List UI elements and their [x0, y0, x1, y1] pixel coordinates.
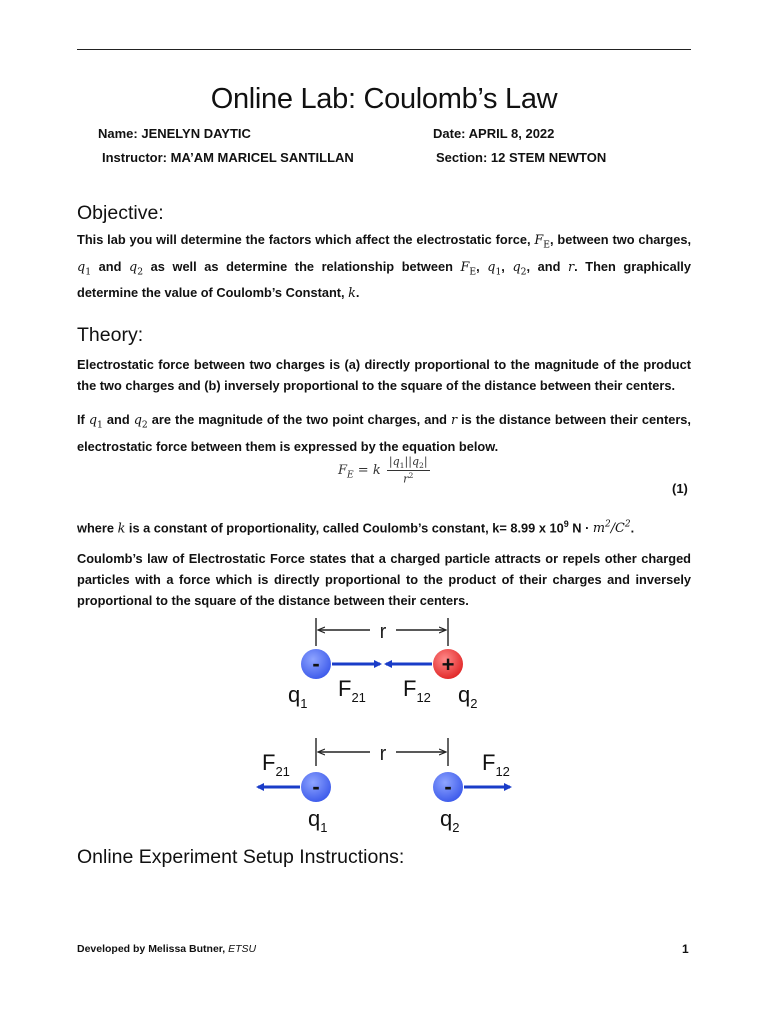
- minus-sign: -: [312, 651, 320, 676]
- label-f12: $F_{12}$: [482, 750, 510, 779]
- header-rule: [77, 49, 691, 50]
- setup-heading: Online Experiment Setup Instructions:: [77, 846, 405, 868]
- objective-text: This lab you will determine the factors which affect the electrostatic force, $F_E$, between two charges, $q_1$ and $q_2$ as well as determine the relationship between $F_E$, $q_1$, $q_2$, and r. Then graphically determine the value of Coulomb’s Constant, k.: [77, 232, 692, 302]
- page-title: Online Lab: Coulomb’s Law: [210, 83, 558, 115]
- label-q2: $q_2$: [458, 682, 478, 711]
- coulomb-force-diagram: [230, 612, 540, 842]
- attraction-diagram: [288, 618, 477, 711]
- theory-paragraph-1: Electrostatic force between two charges is (a) directly proportional to the magnitude of the product the two charges and (b) inversely proportional to the square of the distance between their centers.: [77, 357, 691, 393]
- math-q1: $q_1$: [77, 259, 92, 278]
- label-q1: $q_1$: [308, 806, 328, 835]
- distance-label-r: r: [379, 621, 387, 643]
- footer-credit: Developed by Melissa Butner, ETSU: [77, 943, 257, 955]
- label-q2: $q_2$: [440, 806, 460, 835]
- coulomb-equation: $F_E = k$ $\frac{|q_1||q_2|}{r^2}$: [338, 455, 428, 486]
- minus-sign: -: [312, 774, 320, 799]
- repulsion-diagram: [258, 738, 510, 835]
- minus-sign: -: [444, 774, 452, 799]
- student-name: Name: JENELYN DAYTIC: [98, 126, 251, 141]
- page-number: 1: [682, 942, 689, 956]
- math-fe: $F_E$: [534, 233, 550, 251]
- label-q1: $q_1$: [288, 682, 308, 711]
- objective-heading: Objective:: [77, 202, 164, 224]
- label-f21: $F_{21}$: [338, 676, 366, 705]
- theory-paragraph-4: Coulomb’s law of Electrostatic Force states that a charged particle attracts or repels other charged particles with a force which is directly proportional to the product of their charges and inversely proportional to the square of the distance between their centers.: [77, 551, 691, 608]
- math-q2: $q_2$: [129, 259, 144, 278]
- theory-paragraph-2: If $q_1$ and $q_2$ are the magnitude of the two point charges, and r is the distance between their centers, electrostatic force between them is expressed by the equation below.: [77, 412, 691, 454]
- theory-heading: Theory:: [77, 324, 144, 346]
- equation-number: (1): [672, 481, 688, 496]
- theory-paragraph-3: where k is a constant of proportionality, called Coulomb’s constant, k= 8.99 x $10^9$ $N \cdot m^2/C^2$.: [77, 519, 635, 537]
- plus-sign: +: [441, 652, 455, 677]
- label-f21: $F_{21}$: [262, 750, 290, 779]
- distance-label-r: r: [379, 743, 387, 765]
- instructor-name: Instructor: MA’AM MARICEL SANTILLAN: [102, 150, 354, 165]
- lab-date: Date: APRIL 8, 2022: [433, 126, 555, 141]
- label-f12: $F_{12}$: [403, 676, 431, 705]
- class-section: Section: 12 STEM NEWTON: [436, 150, 607, 165]
